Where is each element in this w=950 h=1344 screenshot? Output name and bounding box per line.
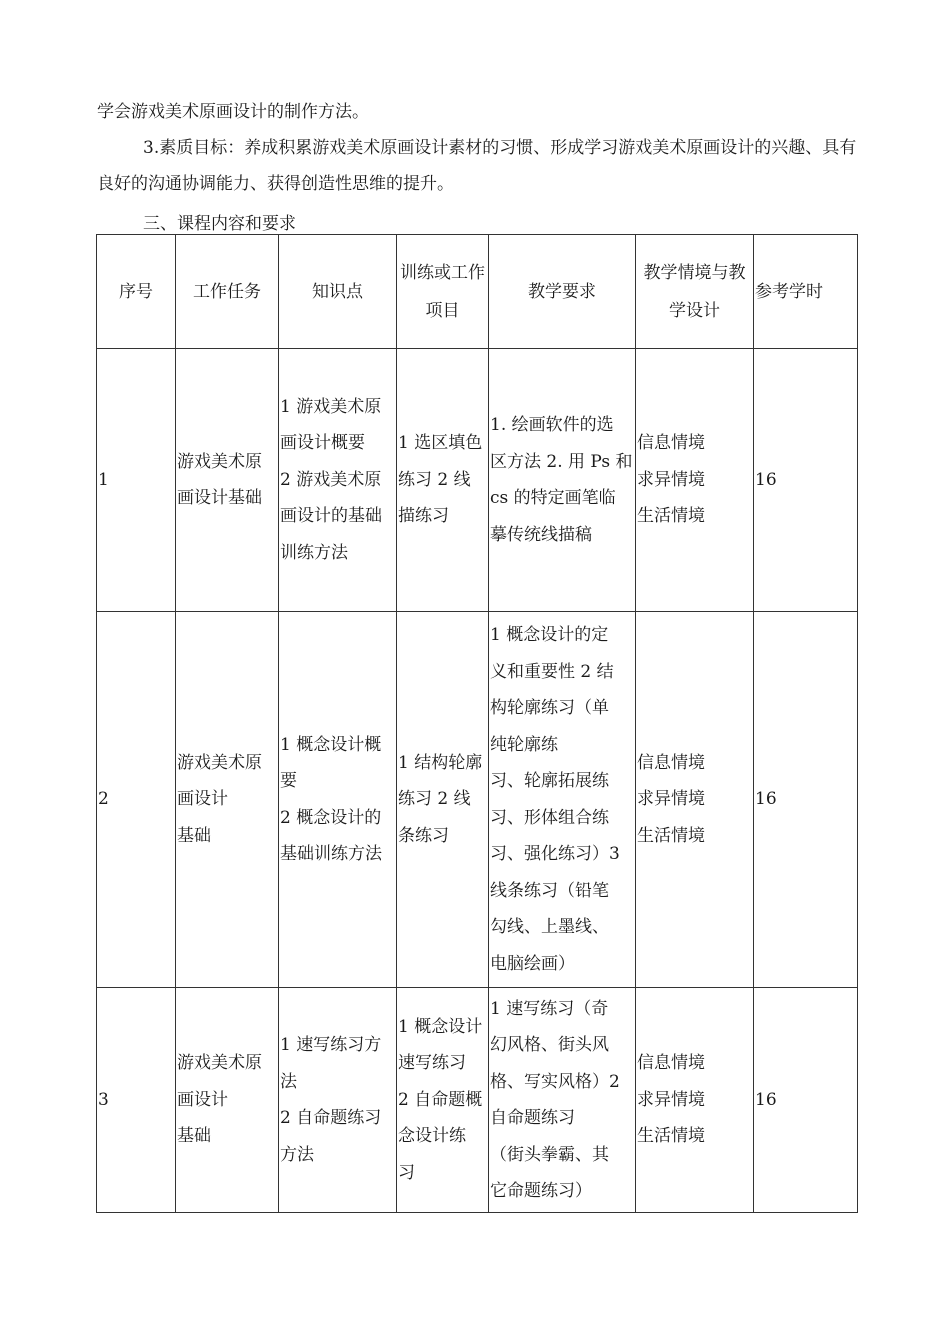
header-project: 训练或工作项目: [397, 235, 489, 349]
table-row: [97, 612, 858, 988]
cell-hours: 16: [754, 988, 858, 1213]
cell-line: （街头拳霸、其: [490, 1144, 609, 1165]
cell-line: 游戏美术原: [177, 1053, 262, 1074]
cell-line: 基础训练方法: [280, 844, 382, 864]
cell-line: 纯轮廓练: [490, 734, 558, 755]
cell-seq: 1: [97, 349, 176, 612]
cell-line: 格、写实风格）2: [490, 1071, 620, 1092]
header-task: 工作任务: [176, 235, 279, 349]
cell-line: 描练习: [398, 506, 449, 527]
cell-seq: 2: [97, 612, 176, 988]
table-row: [97, 349, 858, 612]
cell-task: [176, 612, 279, 988]
cell-line: 义和重要性 2 结: [490, 661, 614, 682]
cell-line: 生活情境: [637, 825, 705, 846]
cell-line: 摹传统线描稿: [490, 524, 592, 545]
cell-line: 2 自命题练习: [280, 1108, 382, 1128]
header-knowledge: 知识点: [279, 235, 397, 349]
course-content-table: [96, 234, 858, 1213]
cell-line: 求异情境: [637, 1089, 705, 1110]
cell-line: 1. 绘画软件的选: [490, 415, 614, 435]
cell-line: 电脑绘画）: [490, 953, 575, 974]
cell-seq: 3: [97, 988, 176, 1213]
cell-line: 信息情境: [637, 433, 705, 454]
cell-line: 习、强化练习）3: [490, 844, 620, 864]
cell-line: 基础: [177, 825, 211, 846]
header-seq: 序号: [97, 235, 176, 349]
cell-line: 习、形体组合练: [490, 807, 609, 828]
cell-line: 2 自命题概: [398, 1089, 483, 1110]
cell-task: [176, 349, 279, 612]
header-design: 教学情境与教学设计: [636, 235, 754, 349]
cell-line: 2 游戏美术原: [280, 469, 382, 490]
table-row: [97, 988, 858, 1213]
cell-hours: 16: [754, 612, 858, 988]
cell-line: 1 游戏美术原: [280, 396, 382, 417]
cell-line: 生活情境: [637, 1126, 705, 1147]
cell-project: [397, 349, 489, 612]
cell-line: 训练方法: [280, 542, 348, 563]
cell-line: 1 速写练习方: [280, 1035, 382, 1055]
cell-line: 自命题练习: [490, 1108, 575, 1128]
cell-requirement: [489, 988, 636, 1213]
cell-line: 构轮廓练习（单: [490, 698, 609, 718]
cell-line: cs 的特定画笔临: [490, 488, 616, 508]
paragraph-quality-goal: 3.素质目标：养成积累游戏美术原画设计素材的习惯、形成学习游戏美术原画设计的兴趣、具有良好的沟通协调能力、获得创造性思维的提升。: [97, 138, 857, 194]
cell-hours: 16: [754, 349, 858, 612]
cell-line: 1 选区填色: [398, 433, 483, 454]
cell-line: 1 概念设计: [398, 1016, 483, 1037]
cell-line: 速写练习: [398, 1053, 466, 1074]
cell-line: 1 结构轮廓: [398, 752, 483, 773]
cell-line: 区方法 2. 用 Ps 和: [490, 451, 633, 472]
cell-line: 方法: [280, 1144, 314, 1165]
cell-requirement: [489, 349, 636, 612]
cell-line: 习、轮廓拓展练: [490, 771, 609, 791]
cell-line: 幻风格、街头风: [490, 1035, 609, 1055]
cell-line: 画设计: [177, 1089, 228, 1110]
cell-line: 练习 2 线: [398, 789, 471, 810]
cell-line: 1 概念设计的定: [490, 625, 609, 645]
cell-line: 勾线、上墨线、: [490, 917, 609, 937]
cell-line: 条练习: [398, 825, 449, 846]
cell-project: [397, 612, 489, 988]
cell-line: 它命题练习）: [490, 1181, 592, 1201]
cell-line: 2 概念设计的: [280, 807, 382, 828]
cell-project: [397, 988, 489, 1213]
cell-line: 念设计练: [398, 1126, 466, 1147]
cell-line: 信息情境: [637, 752, 705, 773]
cell-design: [636, 612, 754, 988]
section-heading: 三、课程内容和要求: [143, 214, 296, 234]
table-body: [97, 349, 858, 1213]
header-requirement: 教学要求: [489, 235, 636, 349]
cell-line: 线条练习（铅笔: [490, 880, 609, 901]
cell-line: 游戏美术原: [177, 451, 262, 472]
header-hours: 参考学时: [754, 235, 858, 349]
cell-line: 基础: [177, 1126, 211, 1147]
cell-requirement: [489, 612, 636, 988]
cell-design: [636, 349, 754, 612]
cell-line: 要: [280, 771, 297, 791]
cell-line: 画设计概要: [280, 433, 365, 454]
cell-task: [176, 988, 279, 1213]
cell-line: 练习 2 线: [398, 469, 471, 490]
paragraph-skill-goal: 学会游戏美术原画设计的制作方法。: [97, 102, 369, 122]
cell-line: 画设计的基础: [280, 506, 382, 527]
cell-line: 习: [398, 1162, 415, 1183]
cell-line: 1 概念设计概: [280, 734, 382, 755]
cell-line: 法: [280, 1071, 297, 1092]
cell-knowledge: [279, 612, 397, 988]
cell-line: 游戏美术原: [177, 752, 262, 773]
cell-line: 画设计: [177, 789, 228, 810]
cell-knowledge: [279, 349, 397, 612]
cell-knowledge: [279, 988, 397, 1213]
cell-line: 画设计基础: [177, 488, 262, 508]
cell-design: [636, 988, 754, 1213]
cell-line: 生活情境: [637, 506, 705, 527]
cell-line: 信息情境: [637, 1053, 705, 1074]
cell-line: 求异情境: [637, 469, 705, 490]
table-header-row: [97, 235, 858, 349]
cell-line: 求异情境: [637, 789, 705, 810]
cell-line: 1 速写练习（奇: [490, 998, 609, 1019]
